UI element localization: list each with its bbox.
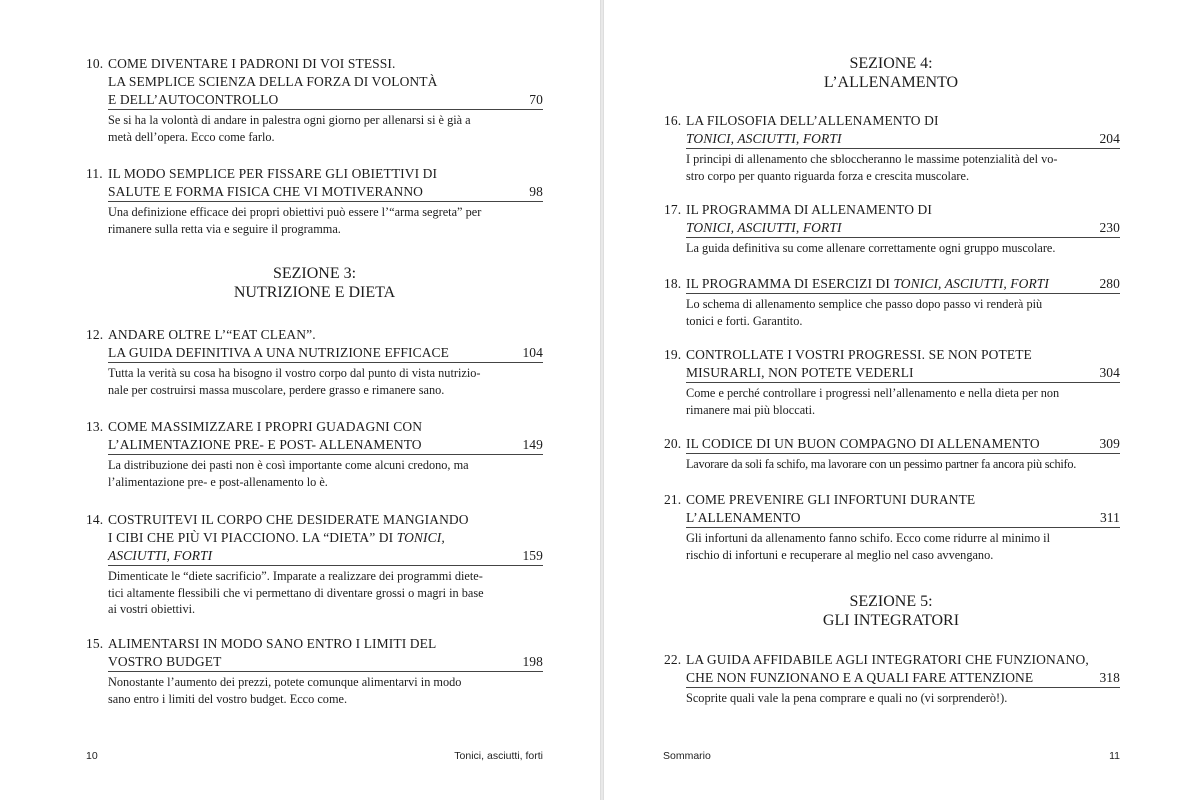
- toc-entry-15[interactable]: [86, 635, 543, 707]
- toc-entry-11[interactable]: [86, 165, 543, 237]
- page-number: 204: [1099, 131, 1120, 146]
- entry-title-line: L’ALIMENTAZIONE PRE- E POST- ALLENAMENTO: [108, 437, 422, 452]
- entry-number: 13.: [86, 419, 104, 434]
- page-number: 311: [1099, 510, 1120, 525]
- entry-title-line: SALUTE E FORMA FISICA CHE VI MOTIVERANNO: [108, 184, 424, 199]
- entry-number: 15.: [86, 636, 104, 651]
- entry-title-line: CONTROLLATE I VOSTRI PROGRESSI. SE NON POTETE: [686, 347, 1032, 362]
- page-number: 159: [522, 548, 543, 563]
- entry-title-line: ANDARE OLTRE L’“EAT CLEAN”.: [108, 327, 316, 342]
- entry-title-line: MISURARLI, NON POTETE VEDERLI: [686, 365, 914, 380]
- page-number: 70: [529, 92, 543, 107]
- entry-title-line: COME PREVENIRE GLI INFORTUNI DURANTE: [686, 492, 976, 507]
- page-number: 98: [529, 184, 543, 199]
- entry-number: 14.: [86, 512, 104, 527]
- entry-title-line: COSTRUITEVI IL CORPO CHE DESIDERATE MANGIANDO: [108, 512, 469, 527]
- entry-title-line: L’ALLENAMENTO: [686, 510, 801, 525]
- entry-number: 12.: [86, 327, 104, 342]
- entry-description: Dimenticate le “diete sacrificio”. Imparate a realizzare dei programmi diete- tici altamente flessibili che vi permettano di diventare grossi o magri in base ai vostri obiettivi.: [108, 569, 484, 616]
- entry-title-line: LA GUIDA AFFIDABILE AGLI INTEGRATORI CHE FUNZIONANO,: [686, 652, 1089, 667]
- entry-description: Se si ha la volontà di andare in palestra ogni giorno per allenarsi si è già a metà dell’opera. Ecco come farlo.: [108, 113, 471, 144]
- toc-entry-21[interactable]: [664, 491, 1120, 563]
- entry-title-line: E DELL’AUTOCONTROLLO: [108, 92, 279, 107]
- toc-entry-13[interactable]: [86, 418, 543, 490]
- page-number: 309: [1099, 436, 1120, 451]
- entry-title-line: CHE NON FUNZIONANO E A QUALI FARE ATTENZIONE: [686, 670, 1034, 685]
- right-page: [604, 0, 1200, 800]
- page-number: 149: [522, 437, 543, 452]
- entry-description: La guida definitiva su come allenare correttamente ogni gruppo muscolare.: [686, 241, 1056, 255]
- entry-title-line: COME MASSIMIZZARE I PROPRI GUADAGNI CON: [108, 419, 423, 434]
- entry-title-line: IL PROGRAMMA DI ESERCIZI DI TONICI, ASCIUTTI, FORTI: [686, 276, 1050, 291]
- entry-number: 17.: [664, 202, 682, 217]
- entry-title-line: IL MODO SEMPLICE PER FISSARE GLI OBIETTIVI DI: [108, 166, 438, 181]
- footer-book-title: Tonici, asciutti, forti: [454, 750, 543, 762]
- section-heading-5: SEZIONE 5: GLI INTEGRATORI: [822, 593, 960, 629]
- entry-title-line: ALIMENTARSI IN MODO SANO ENTRO I LIMITI DEL: [108, 636, 437, 651]
- page-number: 230: [1099, 220, 1120, 235]
- entry-title-line: TONICI, ASCIUTTI, FORTI: [686, 131, 842, 146]
- entry-description: Lavorare da soli fa schifo, ma lavorare con un pessimo partner fa ancora più schifo.: [686, 457, 1077, 471]
- entry-title-line: LA FILOSOFIA DELL’ALLENAMENTO DI: [686, 113, 939, 128]
- entry-description: I principi di allenamento che sbloccheranno le massime potenzialità del vo- stro corpo per quanto riguarda forza e crescita muscolare.: [686, 152, 1058, 183]
- entry-description: Tutta la verità su cosa ha bisogno il vostro corpo dal punto di vista nutrizio- nale per costruirsi massa muscolare, perdere grasso e rimanere sano.: [108, 366, 481, 397]
- entry-number: 19.: [664, 347, 682, 362]
- footer-page-number: 11: [1109, 750, 1120, 762]
- entry-number: 18.: [664, 276, 682, 291]
- toc-entry-10[interactable]: [86, 55, 543, 145]
- entry-description: Scoprite quali vale la pena comprare e quali no (vi sorprenderò!).: [686, 691, 1008, 705]
- entry-description: Nonostante l’aumento dei prezzi, potete comunque alimentarvi in modo sano entro i limiti del vostro budget. Ecco come.: [108, 675, 462, 706]
- toc-entry-16[interactable]: [664, 112, 1120, 184]
- entry-title-line: IL CODICE DI UN BUON COMPAGNO DI ALLENAMENTO: [686, 436, 1040, 451]
- entry-description: Una definizione efficace dei propri obiettivi può essere l’“arma segreta” per rimanere sulla retta via e seguire il programma.: [108, 205, 482, 236]
- entry-title-line: COME DIVENTARE I PADRONI DI VOI STESSI.: [108, 56, 396, 71]
- entry-number: 21.: [664, 492, 682, 507]
- entry-title-line: VOSTRO BUDGET: [108, 654, 222, 669]
- footer-page-number: 10: [86, 750, 98, 762]
- entry-number: 22.: [664, 652, 682, 667]
- toc-entry-18[interactable]: [664, 275, 1120, 329]
- entry-title-line: TONICI, ASCIUTTI, FORTI: [686, 220, 842, 235]
- page-number: 104: [522, 345, 543, 360]
- entry-description: Lo schema di allenamento semplice che passo dopo passo vi renderà più tonici e forti. Garantito.: [686, 297, 1043, 328]
- entry-title-line: I CIBI CHE PIÙ VI PIACCIONO. LA “DIETA” DI TONICI,: [108, 530, 445, 545]
- entry-number: 20.: [664, 436, 682, 451]
- entry-title-line: LA SEMPLICE SCIENZA DELLA FORZA DI VOLONTÀ: [108, 74, 438, 89]
- page-number: 318: [1099, 670, 1120, 685]
- toc-entry-12[interactable]: [86, 326, 543, 398]
- entry-description: Come e perché controllare i progressi nell’allenamento e nella dieta per non rimanere mai più bloccati.: [686, 386, 1060, 417]
- page-number: 198: [522, 654, 543, 669]
- entry-number: 16.: [664, 113, 682, 128]
- page-number: 280: [1099, 276, 1120, 291]
- toc-entry-14[interactable]: [86, 511, 543, 618]
- entry-description: Gli infortuni da allenamento fanno schifo. Ecco come ridurre al minimo il rischio di infortuni e recuperare al meglio nel caso avvengano.: [686, 531, 1051, 562]
- entry-description: La distribuzione dei pasti non è così importante come alcuni credono, ma l’alimentazione pre- e post-allenamento lo è.: [108, 458, 469, 489]
- toc-entry-22[interactable]: [664, 651, 1120, 707]
- entry-title-line: IL PROGRAMMA DI ALLENAMENTO DI: [686, 202, 932, 217]
- toc-entry-20[interactable]: [664, 435, 1120, 473]
- entry-number: 10.: [86, 56, 104, 71]
- toc-entry-19[interactable]: [664, 346, 1120, 418]
- toc-entry-17[interactable]: [664, 201, 1120, 257]
- section-heading-4: SEZIONE 4: L’ALLENAMENTO: [823, 55, 959, 91]
- page-number: 304: [1099, 365, 1120, 380]
- section-heading-3: SEZIONE 3: NUTRIZIONE E DIETA: [233, 265, 396, 301]
- footer-section-title: Sommario: [663, 750, 711, 762]
- entry-title-line: ASCIUTTI, FORTI: [108, 548, 213, 563]
- entry-title-line: LA GUIDA DEFINITIVA A UNA NUTRIZIONE EFFICACE: [108, 345, 450, 360]
- entry-number: 11.: [86, 166, 103, 181]
